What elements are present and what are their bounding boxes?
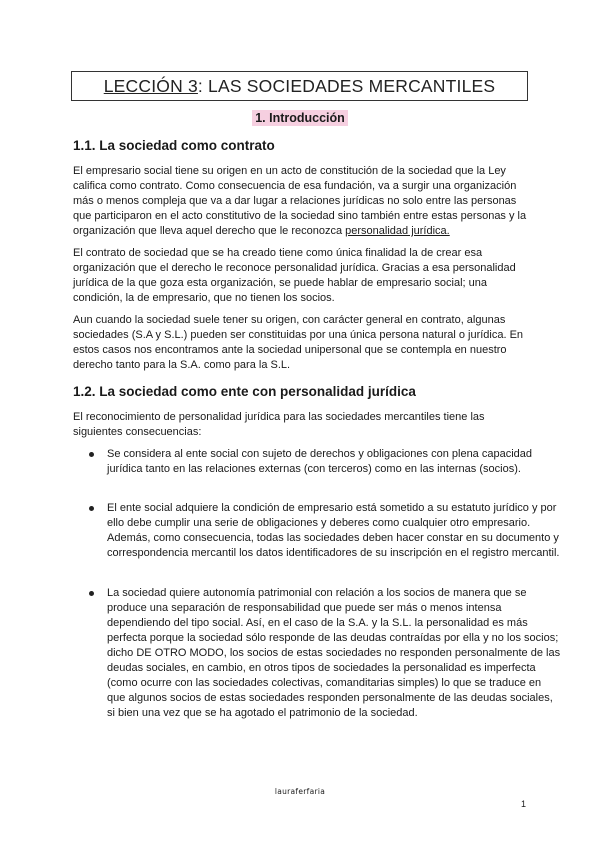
lesson-topic: LAS SOCIEDADES MERCANTILES xyxy=(208,75,496,96)
page-number: 1 xyxy=(521,799,527,809)
list-item xyxy=(73,447,562,477)
paragraph-1-text: El empresario social tiene su origen en un acto de constitución de la sociedad que la Ley califica como contrato. Como consecuencia de esa fundación, va a surgir una organización más o menos compleja que va a dar lugar a relaciones jurídicas no solo entre las personas que participaron en el acto constitutivo de la sociedad sino también entre estas personas y la organización que lleva aquel derecho que le reconozca xyxy=(73,165,527,237)
subsection-heading-2: 1.2. La sociedad como ente con personalidad jurídica xyxy=(73,384,416,399)
section-heading xyxy=(0,109,600,127)
lesson-number: LECCIÓN 3 xyxy=(103,75,198,96)
footer-author: lauraferfaria xyxy=(274,787,326,796)
bullet-dot-icon xyxy=(89,506,94,511)
paragraph-2: El contrato de sociedad que se ha creado tiene como única finalidad la de crear esa organización que el derecho le reconoce personalidad jurídica. Gracias a esa personalidad jurídica de la que goza esta organización, se puede hablar de empresario social; una condición, la de empresario, que no tienen los socios. xyxy=(73,247,516,304)
title-separator: : xyxy=(197,75,209,96)
list-item xyxy=(73,586,562,721)
list-item-text: La sociedad quiere autonomía patrimonial con relación a los socios de manera que se produce una separación de responsabilidad que puede ser más o menos intensa dependiendo del tipo social. Así, en el caso de la S.A. y la S.L. la personalidad es más perfecta porque la sociedad sólo responde de las deudas contraídas por ella y no los socios; dicho DE OTRO MODO, los socios de estas sociedades no responden personalmente de las deudas sociales, en cambio, en otros tipos de sociedades la personalidad es imperfecta (como ocurre con las sociedades colectivas, comanditarias simples) lo que se traduce en que algunos socios de estas sociedades responden personalmente de las deudas sociales, si bien una vez que se ha agotado el patrimonio de la sociedad. xyxy=(107,587,561,719)
section-heading-text: 1. Introducción xyxy=(252,110,348,126)
bullet-dot-icon xyxy=(89,591,94,596)
paragraph-1-underlined: personalidad jurídica. xyxy=(345,225,450,237)
list-item xyxy=(73,501,562,561)
paragraph-1 xyxy=(73,164,528,239)
bullet-dot-icon xyxy=(89,452,94,457)
list-item-text: El ente social adquiere la condición de empresario está sometido a su estatuto jurídico y por ello debe cumplir una serie de obligaciones y deberes como cualquier otro empresario. Además, como consecuencia, todas las sociedades deben hacer constar en su documento y correspondencia mercantil los datos identificadores de su inscripción en el registro mercantil. xyxy=(107,502,560,559)
lesson-title-box xyxy=(71,71,528,101)
subsection-heading-1: 1.1. La sociedad como contrato xyxy=(73,138,275,153)
list-item-text: Se considera al ente social con sujeto de derechos y obligaciones con plena capacidad jurídica tanto en las relaciones externas (con terceros) como en las internas (socios). xyxy=(107,448,533,475)
paragraph-intro: El reconocimiento de personalidad jurídica para las sociedades mercantiles tiene las siguientes consecuencias: xyxy=(73,411,485,438)
paragraph-3: Aun cuando la sociedad suele tener su origen, con carácter general en contrato, algunas sociedades (S.A y S.L.) pueden ser constituidas por una única persona natural o jurídica. En estos casos nos encontramos ante la sociedad unipersonal que se contempla en nuestro derecho tanto para la S.A. como para la S.L. xyxy=(73,314,524,371)
